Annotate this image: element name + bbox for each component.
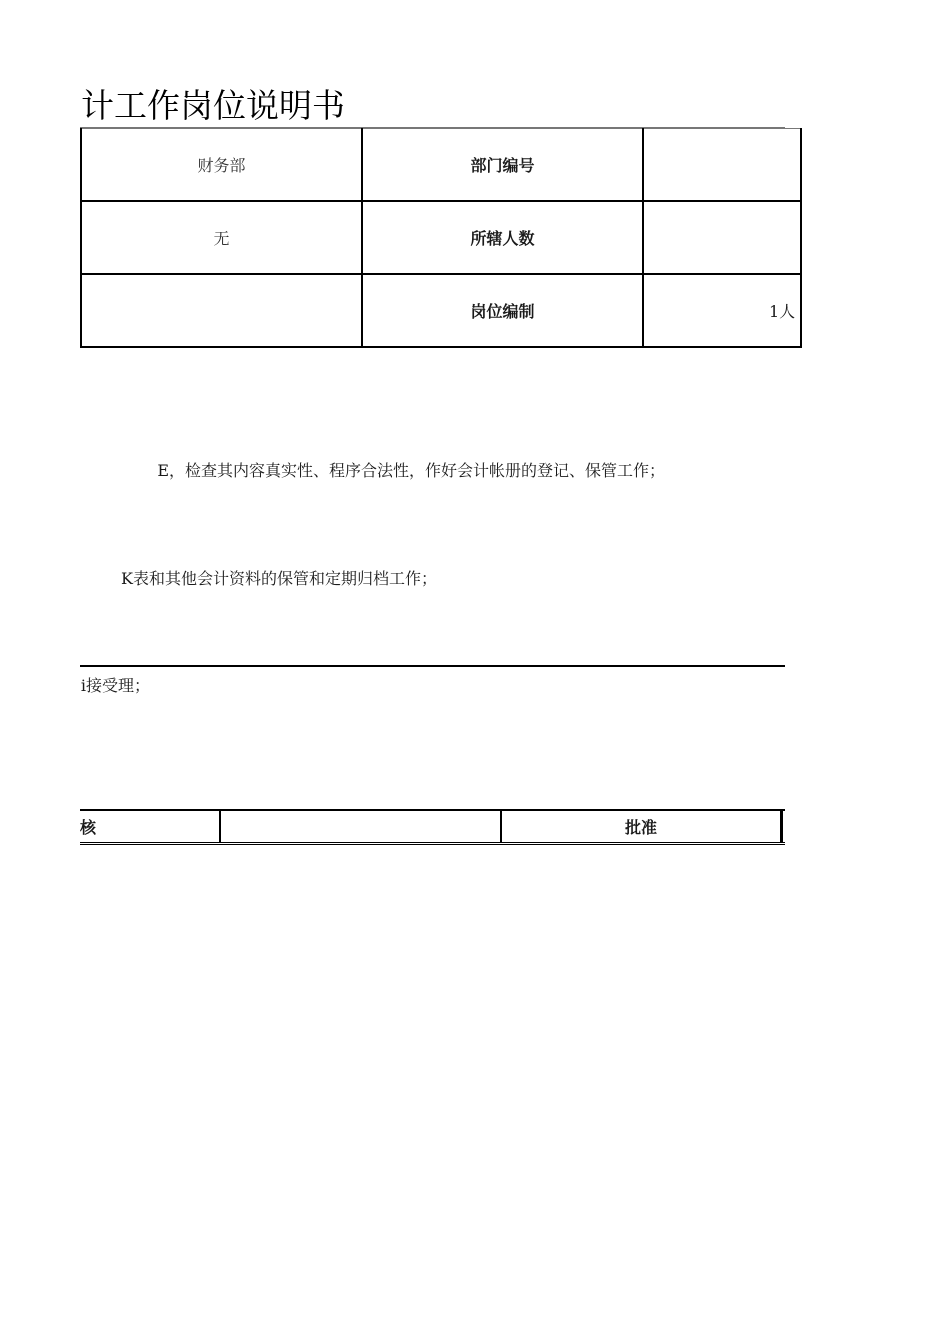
section-divider [80,665,785,667]
duty-item: K表和其他会计资料的保管和定期归档工作； [121,569,437,588]
duty-item: i接受理； [80,676,150,695]
department-code-label: 部门编号 [362,129,643,202]
job-info-table [80,128,802,348]
approve-label: 批准 [502,811,783,842]
review-cell [80,811,221,842]
table-row [81,129,801,202]
signoff-row [80,809,785,845]
review-value [221,811,502,842]
page-title: 计工作岗位说明书 [81,86,345,125]
headcount-value [643,201,801,274]
headcount-label: 所辖人数 [362,201,643,274]
row3-left-value [81,274,362,347]
document-page [80,0,796,1344]
subordinate-value: 无 [81,201,362,274]
department-code-value [643,129,801,202]
department-value: 财务部 [81,129,362,202]
review-label: 核 [80,818,97,837]
table-row [81,274,801,347]
duty-item: E，检查其内容真实性、程序合法性，作好会计帐册的登记、保管工作； [157,461,665,480]
staffing-label: 岗位编制 [362,274,643,347]
staffing-value: 1人 [643,274,801,347]
table-row [81,201,801,274]
